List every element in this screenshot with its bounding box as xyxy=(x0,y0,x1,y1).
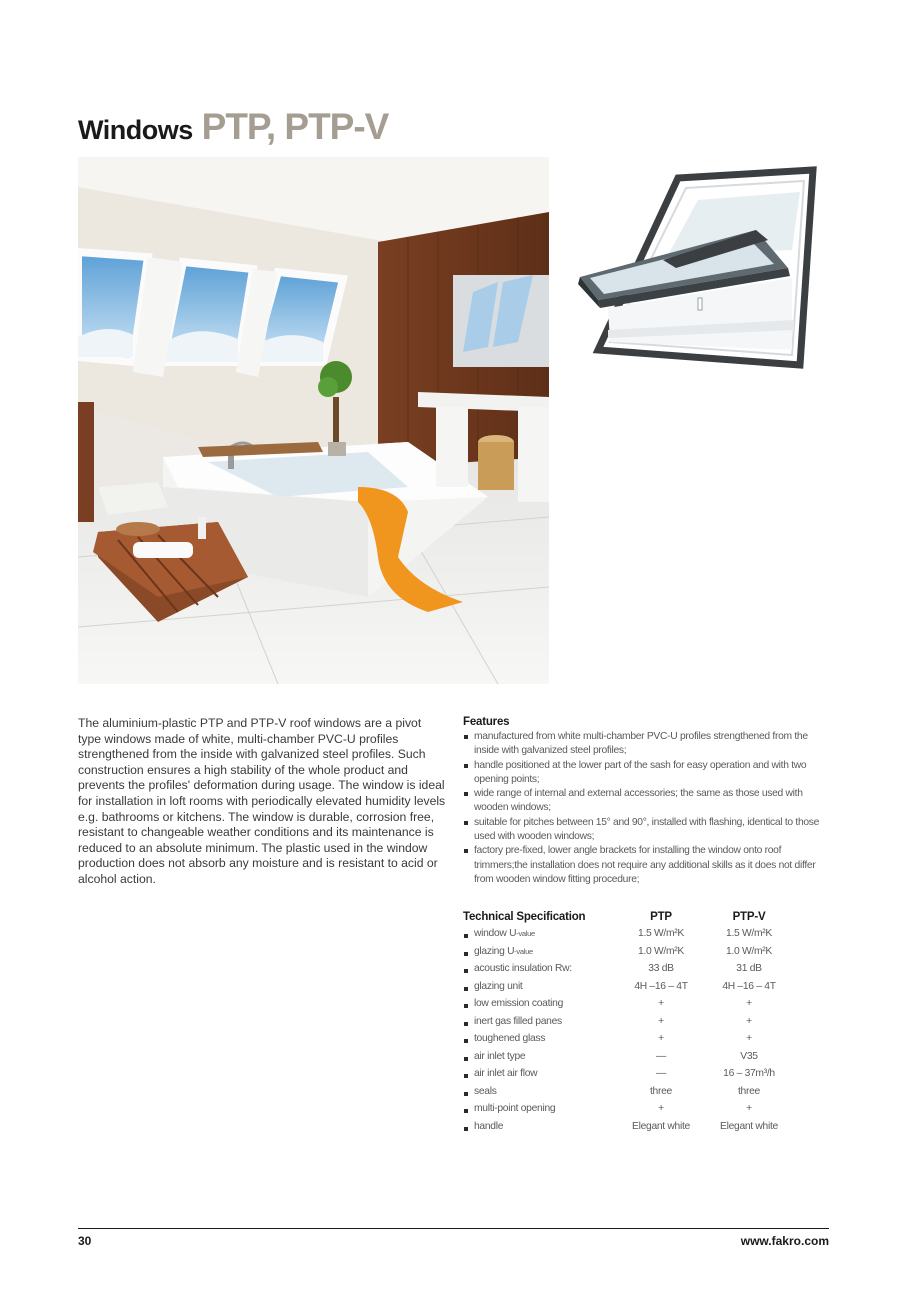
spec-label xyxy=(463,946,620,957)
spec-value-ptpv: Elegant white xyxy=(720,1120,778,1132)
spec-value-ptpv: 1.0 W/m²K xyxy=(726,945,772,957)
spec-value-ptp: Elegant white xyxy=(632,1120,690,1132)
spec-col-ptpv: PTP-V xyxy=(732,910,766,923)
list-item xyxy=(463,816,833,845)
feature-text: wide range of internal and external accessories; the same as those used with wooden windows; xyxy=(474,788,803,814)
features-section xyxy=(463,716,833,887)
feature-text: manufactured from white multi-chamber PVC-U profiles strengthened from the inside with galvanized steel profiles; xyxy=(474,731,808,757)
spec-value-ptp: — xyxy=(656,1068,666,1080)
table-row xyxy=(463,1083,833,1101)
bullet-icon xyxy=(464,987,468,991)
spec-value-ptpv: three xyxy=(738,1085,760,1097)
bullet-icon xyxy=(464,969,468,973)
spec-value-ptp: — xyxy=(656,1050,666,1062)
spec-title: Technical Specification xyxy=(463,910,586,923)
intro-paragraph: The aluminium-plastic PTP and PTP-V roof windows are a pivot type windows made of white, multi-chamber PVC-U profiles strengthened from the inside with galvanized steel profiles. Such construction ensures a high stability of the whole product and prevents the profiles' deformation during usage. The window is ideal for installation in loft rooms with periodically elevated humidity levels e.g. bathrooms or kitchens. The window is durable, corrosion free, resistant to changeable weather conditions and its maintenance is reduced to an absolute minimum. The plastic used in the window production does not absorb any moisture and is resistant to acid or alcohol action. xyxy=(78,716,446,886)
spec-value-ptp: 1.0 W/m²K xyxy=(638,945,684,957)
spec-label-text: inert gas filled panes xyxy=(474,1015,562,1027)
product-window-image xyxy=(568,160,828,375)
bullet-icon xyxy=(464,821,468,825)
spec-label-text: air inlet air flow xyxy=(474,1068,538,1080)
features-list xyxy=(463,730,833,887)
bullet-icon xyxy=(464,764,468,768)
title-models: PTP, PTP-V xyxy=(201,106,389,147)
spec-value-ptp: 33 dB xyxy=(648,963,674,975)
bullet-icon xyxy=(464,1004,468,1008)
spec-label-text: toughened glass xyxy=(474,1033,546,1045)
spec-value-ptp: 4H –16 – 4T xyxy=(634,980,688,992)
list-item xyxy=(463,844,833,887)
table-row xyxy=(463,995,833,1013)
table-row xyxy=(463,1118,833,1136)
bullet-icon xyxy=(464,735,468,739)
table-row xyxy=(463,1013,833,1031)
bullet-icon xyxy=(464,1109,468,1113)
table-row xyxy=(463,978,833,996)
bullet-icon xyxy=(464,792,468,796)
spec-label xyxy=(463,963,620,974)
spec-value-ptpv: + xyxy=(746,998,752,1010)
bathroom-photo xyxy=(78,157,549,684)
spec-value-ptpv: + xyxy=(746,1033,752,1045)
spec-value-ptp: + xyxy=(658,1015,664,1027)
table-row xyxy=(463,1048,833,1066)
bullet-icon xyxy=(464,1057,468,1061)
spec-label-text: low emission coating xyxy=(474,998,564,1010)
bullet-icon xyxy=(464,1092,468,1096)
website-link[interactable]: www.fakro.com xyxy=(740,1234,829,1248)
spec-label-sub: -value xyxy=(514,946,533,956)
bullet-icon xyxy=(464,934,468,938)
spec-value-ptpv: 16 – 37m³/h xyxy=(723,1068,775,1080)
spec-label xyxy=(463,1121,620,1132)
bullet-icon xyxy=(464,952,468,956)
spec-label xyxy=(463,1086,620,1097)
list-item xyxy=(463,787,833,816)
spec-value-ptp: 1.5 W/m²K xyxy=(638,928,684,940)
table-row xyxy=(463,1100,833,1118)
table-row xyxy=(463,1065,833,1083)
spec-label xyxy=(463,998,620,1009)
spec-value-ptp: + xyxy=(658,998,664,1010)
spec-value-ptp: three xyxy=(650,1085,672,1097)
bullet-icon xyxy=(464,1022,468,1026)
list-item xyxy=(463,730,833,759)
spec-label-text: acoustic insulation Rw: xyxy=(474,963,572,975)
title-prefix: Windows xyxy=(78,115,193,145)
spec-value-ptp: + xyxy=(658,1033,664,1045)
table-row xyxy=(463,960,833,978)
spec-value-ptpv: + xyxy=(746,1015,752,1027)
spec-label xyxy=(463,1068,620,1079)
spec-label-text: glazing unit xyxy=(474,980,523,992)
spec-label-text: handle xyxy=(474,1120,504,1132)
feature-text: handle positioned at the lower part of the sash for easy operation and with two opening points; xyxy=(474,759,807,785)
spec-label-text: multi-point opening xyxy=(474,1103,556,1115)
spec-value-ptpv: V35 xyxy=(740,1050,758,1062)
spec-label-text: air inlet type xyxy=(474,1050,526,1062)
spec-label-text: seals xyxy=(474,1085,497,1097)
spec-col-ptp: PTP xyxy=(650,910,672,923)
spec-value-ptpv: 31 dB xyxy=(736,963,762,975)
spec-label xyxy=(463,1033,620,1044)
table-row xyxy=(463,925,833,943)
spec-value-ptpv: 1.5 W/m²K xyxy=(726,928,772,940)
bullet-icon xyxy=(464,1127,468,1131)
spec-value-ptpv: + xyxy=(746,1103,752,1115)
table-row xyxy=(463,943,833,961)
spec-label-sub: -value xyxy=(516,929,535,939)
spec-label xyxy=(463,928,620,939)
spec-label-text: window U xyxy=(474,928,517,940)
page-title xyxy=(78,108,388,145)
footer-divider xyxy=(78,1228,829,1229)
feature-text: factory pre-fixed, lower angle brackets for installing the window onto roof trimmers;the installation does not require any additional skills as it does not differ from wooden window fitting procedure; xyxy=(474,845,816,885)
feature-text: suitable for pitches between 15° and 90°, installed with flashing, identical to those used with wooden windows; xyxy=(474,816,820,843)
table-row xyxy=(463,1030,833,1048)
bullet-icon xyxy=(464,849,468,853)
spec-label xyxy=(463,981,620,992)
spec-label-text: glazing U xyxy=(474,945,515,957)
spec-value-ptpv: 4H –16 – 4T xyxy=(722,980,776,992)
spec-header-row xyxy=(463,908,833,925)
bullet-icon xyxy=(464,1039,468,1043)
spec-label xyxy=(463,1016,620,1027)
list-item xyxy=(463,759,833,788)
spec-label xyxy=(463,1103,620,1114)
page-number: 30 xyxy=(78,1234,92,1248)
features-title: Features xyxy=(463,716,510,728)
spec-label xyxy=(463,1051,620,1062)
tech-spec-table xyxy=(463,908,833,1135)
spec-value-ptp: + xyxy=(658,1103,664,1115)
bullet-icon xyxy=(464,1074,468,1078)
